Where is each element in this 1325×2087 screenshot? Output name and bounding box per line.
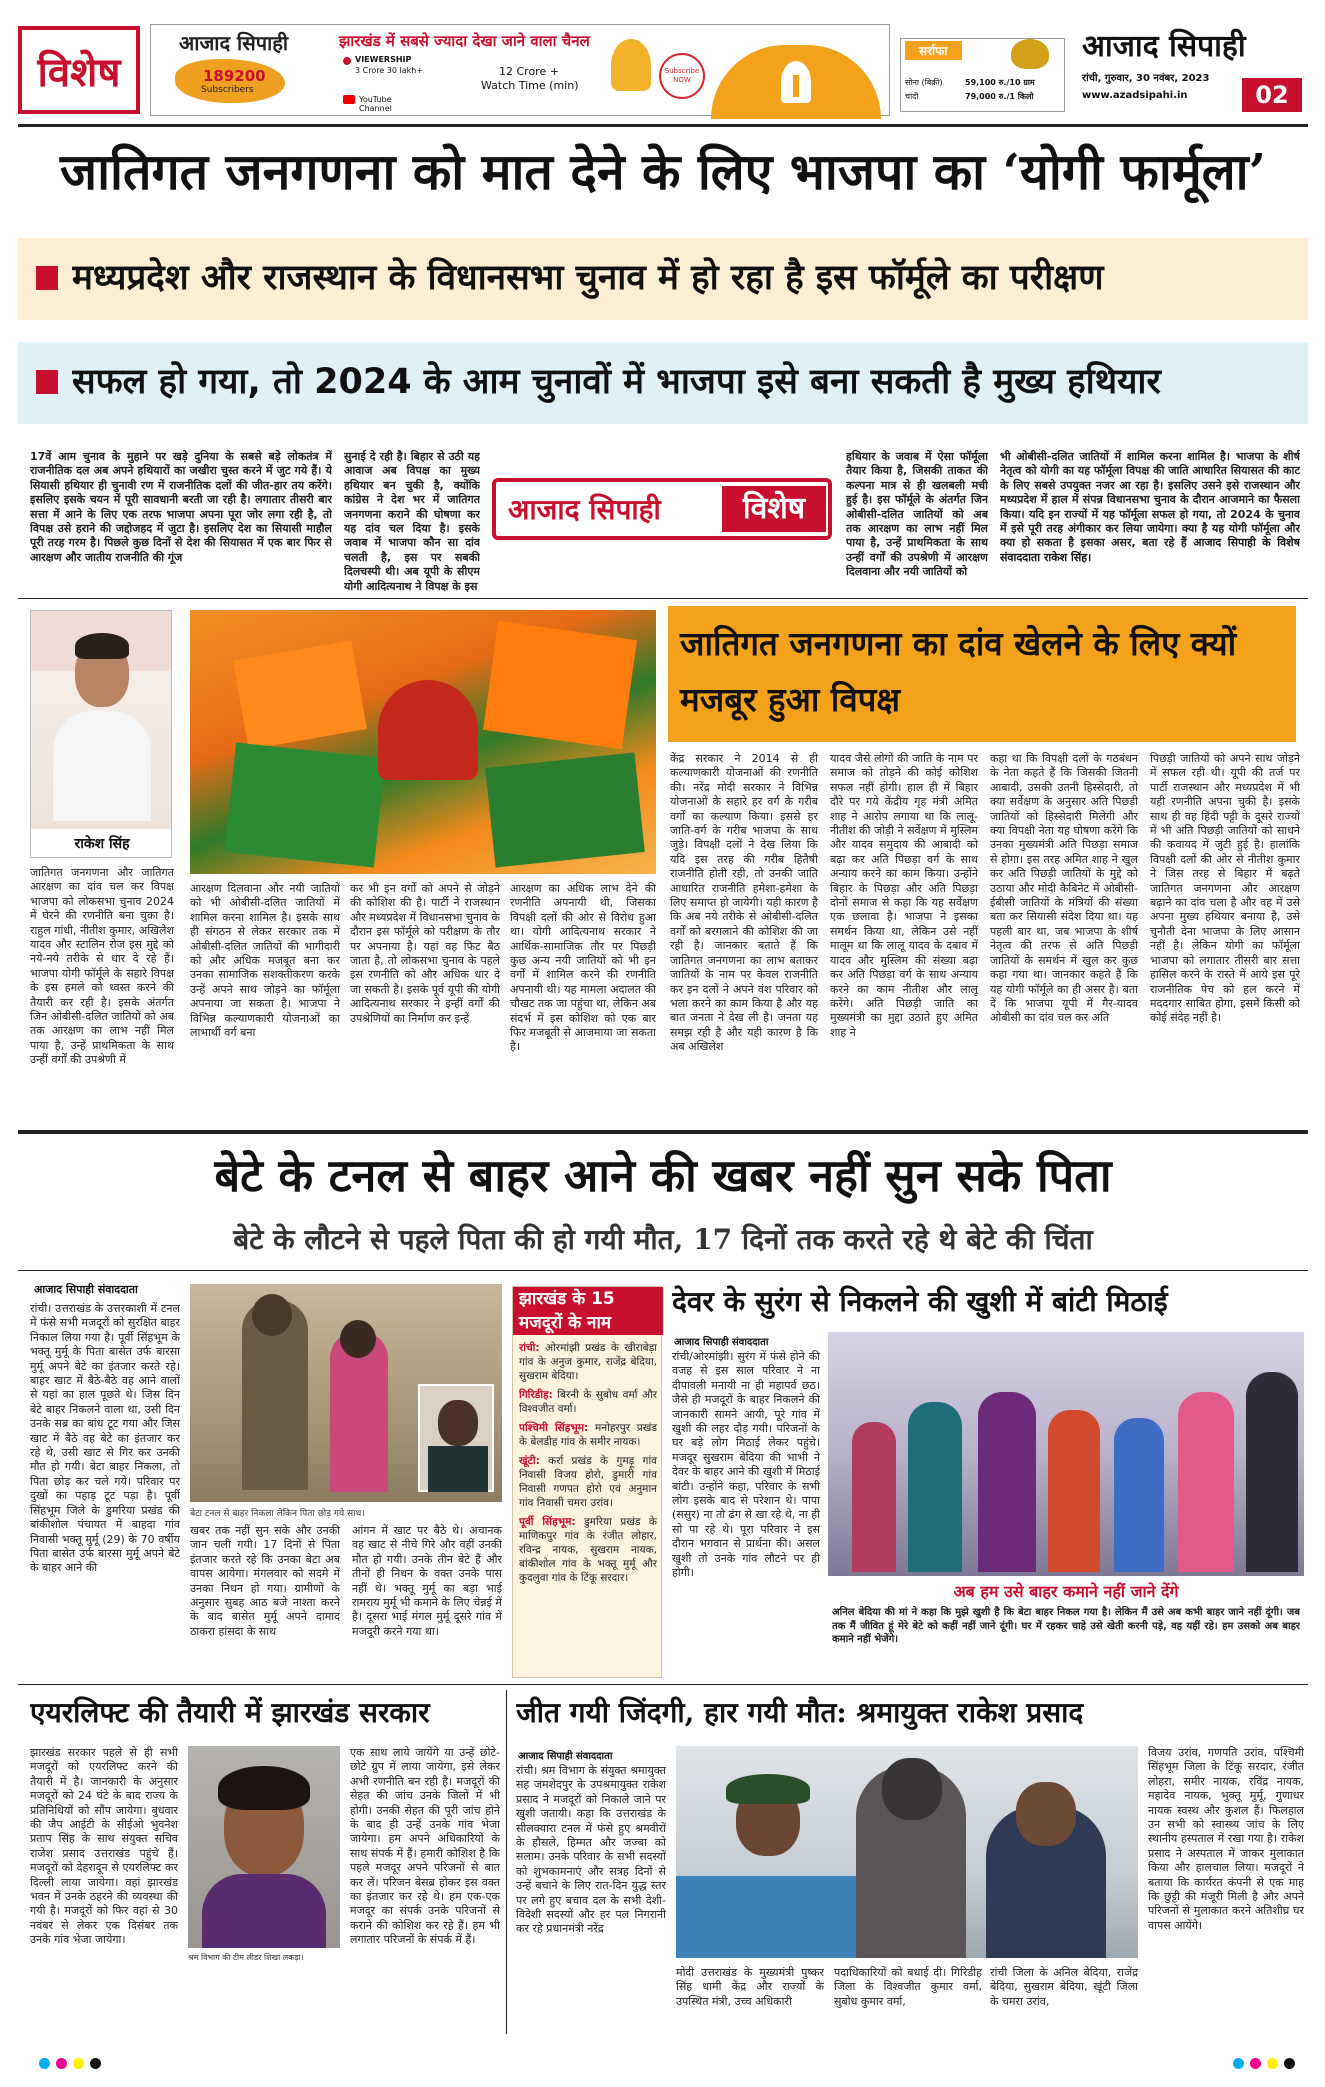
tunnel-byline: आजाद सिपाही संवाददाता [34, 1283, 138, 1296]
diwali-byline: आजाद सिपाही संवाददाता [674, 1337, 769, 1348]
channel-tagline: झारखंड में सबसे ज्यादा देखा जाने वाला चैनल [339, 32, 590, 50]
silver-price: 79,000 रु./1 किलो [965, 92, 1034, 101]
worker-names: डुमरिया प्रखंड के माणिकपुर गांव के रंजीत लोहार, रविन्द्र नायक, सुखराम नायक, बांकीशोल गांव के भक्तू मुर्मू और कुदलुवा गांव के टिंकू सरदार। [519, 1516, 657, 1584]
vishesh-text: विशेष [37, 48, 121, 96]
worker-names: मनोहरपुर प्रखंड के बेलडीह गांव के समीर नायक। [519, 1422, 657, 1448]
sub-col-4: पिछड़ी जातियों को अपने साथ जोड़ने में सफल रही थी। यूपी की तर्ज पर पार्टी राजस्थान और मध्यप्रदेश में भी यही रणनीति अपना चुकी है। इसके साथ ही वह हिंदी पट्टी के दूसरे राज्यों में भी अति पिछड़ी जातियों को साधने की कवायद में जुटी हुई है। हालांकि विपक्षी दलों की ओर से नीतीश कुमार ने जिस तरह से बिहार में बढ़ते जातिगत जनगणना और आरक्षण बढ़ाने का दांव चला है और वह में उसे अपना मुख्य हथियार बनाया है, उसे चुनौती देना भाजपा के लिए आसान नहीं है। लेकिन योगी का फॉर्मूला भाजपा को लगातार तीसरी बार सत्ता हासिल करने के रास्ते में आये इस पूरे राजनीतिक पेच को हल करने में मददगार साबित होगा, इसमें किसी को कोई संदेह नहीं है। [1150, 752, 1300, 1025]
worker-district-label: पूर्वी सिंहभूम: [519, 1516, 576, 1528]
worker-names: कर्रा प्रखंड के गुमड़ू गांव निवासी विजय होरो, डुमारी गांव निवासी गणपत होरो एवं अनुमान गांव निवासी चमरा उरांव। [519, 1455, 657, 1509]
worker-list-item [519, 1341, 657, 1383]
badge-name: आजाद सिपाही [508, 493, 661, 526]
worker-district-label: खूंटी: [519, 1455, 540, 1467]
section-rule [18, 1130, 1308, 1134]
lead-intro-col-1: 17वें आम चुनाव के मुहाने पर खड़े दुनिया के सबसे बड़े लोकतंत्र में राजनीतिक दल अब अपने हथियारों का जखीरा चुस्त करने में जुट गये हैं। ये सियासी हथियार ही चुनावी रण में राजनीतिक दलों की जीत-हार तय करेंगे। इसलिए इसके चयन में पूरी सावधानी बरती जा रही है। लगातार तीसरी बार सत्ता में आने के लिए एक तरफ भाजपा अपना पूरा जोर लगा रही है, तो विपक्ष उसे हराने की जद्दोजहद में जुटा है। इसलिए देश का सियासी माहौल पूरी तरह गरम है। पिछले कुछ दिनों से देश की सियासत में एक बार फिर से आरक्षण और जातीय राजनीति की गूंज [30, 450, 332, 564]
eye-icon [343, 57, 351, 65]
subscribe-badge[interactable] [659, 53, 705, 99]
masthead-rule [18, 124, 1308, 127]
airlift-col-1: झारखंड सरकार पहले से ही सभी मजदूरों को एयरलिफ्ट करने की तैयारी में है। जानकारी के अनुसार मजदूरों को 24 घंटे के बाद राज्य के प्रतिनिधियों को सौंप जायेगा। बुधवार की जैप आईटी के सीईओ भुवनेश प्रताप सिंह के साथ संयुक्त सचिव राजेश प्रसाद उत्तराखंड पहुंचे हैं। मजदूरों को देहरादून से एयरलिफ्ट कर दिल्ली लाया जायेगा। वहां झारखंड भवन में उनके ठहरने की व्यवस्था की गयी है। मजदूरों को फिर वहां से 30 नवंबर से लेकर एक दिसंबर तक उनके गांव भेजा जायेगा। [30, 1746, 178, 1947]
lotus-symbol-icon [378, 680, 478, 780]
subscriber-label: Subscribers [201, 85, 254, 95]
section-rule [18, 1684, 1308, 1685]
gold-price: 59,100 रु./10 ग्राम [965, 78, 1035, 87]
subscribe-label: Subscribe NOW [664, 67, 700, 84]
family-celebration-photo [828, 1332, 1304, 1576]
labour-byline: आजाद सिपाही संवाददाता [518, 1751, 613, 1762]
badge-vishesh: विशेष [722, 486, 826, 532]
section-rule [18, 1270, 1308, 1271]
sub-col-2: यादव जैसे लोगों की जाति के नाम पर समाज को तोड़ने की कोई कोशिश सफल नहीं होगी। हाल ही में बिहार दौरे पर गये केंद्रीय गृह मंत्री अमित शाह ने आरोप लगाया था कि लालू-नीतीश की जोड़ी ने सर्वेक्षण में मुस्लिम और यादव समुदाय की आबादी को बढ़ा कर अति पिछड़ा वर्ग के साथ अन्याय करने का काम किया। उन्होंने बिहार के पिछड़ा और अति पिछड़ा दोनों समाज से कहा कि यह सर्वेक्षण एक छलावा है। भाजपा ने इसका समर्थन किया था, लेकिन उसे नहीं मालूम था कि लालू यादव के दबाव में यादव और मुस्लिम की संख्या बढ़ा कर अति पिछड़ा वर्ग के साथ अन्याय करने का काम नीतीश और लालू करेंगे। अति पिछड़ी जाति का मुख्यमंत्री का मुद्दा उठाते हुए अमित शाह ने [830, 752, 978, 1039]
labour-col-1: रांची। श्रम विभाग के संयुक्त श्रमायुक्त सह जमशेदपुर के उपश्रमायुक्त राकेश प्रसाद ने मजदूरों को निकाले जाने पर खुशी जतायी। कहा कि उत्तराखंड के सीलक्यारा टनल में फंसे हुए श्रमवीरों के हौसले, हिम्मत और जज्बा को सलाम। उनके परिवार के सभी सदस्यों को शुभकामनाएं और सत्रह दिनों से उन्हें बचाने के लिए रात-दिन युद्ध स्तर पर लगे हुए बचाव दल के सभी देशी-विदेशी सदस्यों और हर पल निगरानी कर रहे प्रधानमंत्री नरेंद्र [516, 1764, 666, 1936]
workers-list [519, 1341, 657, 1673]
labour-col-3: रांची जिला के अनिल बेदिया, राजेंद्र बेदिया, सुखराम बेदिया, खूंटी जिला के चमरा उरांव, [990, 1966, 1138, 2008]
tunnel-subheadline: बेटे के लौटने से पहले पिता की हो गयी मौत, 17 दिनों तक करते रहे थे बेटे की चिंता [233, 1223, 1093, 1256]
bjp-flag [225, 742, 386, 867]
sub-headline-box [668, 606, 1296, 742]
diwali-headline: देवर के सुरंग से निकलने की खुशी में बांटी मिठाई [672, 1285, 1168, 1318]
sarafa-box [900, 38, 1065, 112]
tunnel-headline: बेटे के टनल से बाहर आने की खबर नहीं सुन सके पिता [214, 1149, 1112, 1202]
page-number: 02 [1242, 78, 1302, 112]
worker-list-item [519, 1388, 657, 1416]
labour-headline: जीत गयी जिंदगी, हार गयी मौत: श्रमायुक्त राकेश प्रसाद [516, 1696, 1084, 1729]
workers-box-title: झारखंड के 15 मजदूरों के नाम [513, 1287, 663, 1335]
dateline: रांची, गुरुवार, 30 नवंबर, 2023 [1082, 73, 1210, 84]
color-registration-marks [1230, 2054, 1298, 2073]
worker-list-item [519, 1454, 657, 1510]
youtube-label: YouTube Channel [359, 95, 392, 113]
airlift-headline: एयरलिफ्ट की तैयारी में झारखंड सरकार [30, 1696, 430, 1729]
strap-banner-2 [18, 342, 1308, 424]
watch-time-value: 12 Crore + [499, 65, 559, 78]
sub-headline: जातिगत जनगणना का दांव खेलने के लिए क्यों मजबूर हुआ विपक्ष [680, 624, 1237, 719]
strap-banner-1 [18, 238, 1308, 320]
airlift-col-2: एक साथ लाये जायेंगे या उन्हें छोटे-छोटे ग्रुप में लाया जायेगा, इसे लेकर अभी रणनीति बन रही है। मजदूरों की सेहत की जांच उनके जिलों में भी होगी। उनकी सेहत की पूरी जांच होने के बाद ही उन्हें उनके गांव भेजा जायेगा। हम अपने अधिकारियों के साथ संपर्क में हैं। हमारी कोशिश है कि पहले मजदूर अपने परिजनों से बात कर लें। परिजन बेसब्र होकर इस वक्त का इंतजार कर रहे थे। हम एक-एक मजदूर का संपर्क उनके परिजनों से कराने की कोशिश कर रहे हैं। हम भी लगातार परिजनों के संपर्क में हैं। [350, 1746, 500, 1947]
worker-district-label: रांची: [519, 1342, 540, 1354]
sub-col-1: केंद्र सरकार ने 2014 से ही कल्याणकारी योजनाओं की रणनीति की। नरेंद्र मोदी सरकार ने विभिन्न योजनाओं के सहारे हर वर्ग के गरीब वर्गों का कल्याण किया। इससे हर जाति-वर्ग के गरीब भाजपा के साथ जुड़े। विपक्षी दलों ने देख लिया कि यदि इस तरह की गरीब हितैषी राजनीति होती रही, तो उनकी जाति आधारित राजनीति हमेशा-हमेशा के लिए समाप्त हो जायेगी। यही कारण है कि अब नये तरीके से ओबीसी-दलित वर्गों को बरगलाने की कोशिश की जा रही है। जानकार बताते हैं कि जातिगत जनगणना का लाभ बताकर जातियों के नाम पर केवल राजनीति कर इन दलों ने अपने वंश परिवार को भला करने का काम किया है और यह बात जनता ने देख ली है। जनता यह समझ रही है और यही कारण है कि अब अखिलेश [670, 752, 818, 1054]
lead-intro-col-2: सुनाई दे रही है। बिहार से उठी यह आवाज अब विपक्ष का मुख्य हथियार बन चुकी है, क्योंकि कांग्रेस ने देश भर में जातिगत जनगणना कराने की घोषणा कर यह दांव चल दिया है। इसके जवाब में भाजपा कौन सा दांव चलती है, इस पर सबकी दिलचस्पी थी। अब यूपी के सीएम योगी आदित्यनाथ ने विपक्ष के इस [344, 450, 480, 592]
watch-time-label: Watch Time (min) [481, 79, 579, 92]
labour-caption-col: मोदी उत्तराखंड के मुख्यमंत्री पुष्कर सिंह धामी केंद्र और राज्यों के उपस्थित मंत्री, उच्च अधिकारी [676, 1966, 824, 2008]
award-badge-icon [611, 39, 651, 91]
labour-col-4: विजय उरांव, गणपति उरांव, पश्चिमी सिंहभूम जिला के टिंकू सरदार, रंजीत लोहरा, समीर नायक, रविंद्र नायक, महादेव नायक, भुक्तू मुर्मू, गुणाधर नायक स्वस्थ और कुशल हैं। फिलहाल उन सभी को स्वास्थ्य जांच के लिए स्थानीय हस्पताल में रखा गया है। राकेश प्रसाद ने अस्पताल में जाकर मुलाकात किया और हालचाल लिया। मजदूरों ने बताया कि कार्यरत कंपनी से एक माह कि छुट्टी की मंजूरी मिली है और अपने परिजनों से मुलाकात करने अतिशीघ्र घर वापस आयेंगे। [1148, 1746, 1304, 1932]
pen-nib-icon [711, 45, 881, 119]
lead-byline: आजाद सिपाही के विशेष संवाददाता राकेश सिंह। [1000, 536, 1300, 564]
gold-bag-icon [1011, 39, 1049, 69]
strap-2: सफल हो गया, तो 2024 के आम चुनावों में भाजपा इसे बना सकती है मुख्य हथियार [72, 362, 1161, 402]
vishesh-logo [18, 26, 140, 114]
shikha-lakra-photo [188, 1746, 340, 1948]
tunnel-col-2: खबर तक नहीं सुन सके और उनकी जान चली गयी। 17 दिनों से पिता इंतजार करते रहे कि उनका बेटा अब वापस आयेगा। मंगलवार को सदमे में उनका निधन हो गया। ग्रामीणों के अनुसार सुबह आठ बजे नाश्ता करने के बाद बासेत मुर्मू अपने दामाद ठाकरा हांसदा के साथ [190, 1524, 340, 1638]
labour-col-2: पदाधिकारियों को बधाई दी। गिरिडीह जिला के विश्वजीत कुमार वर्मा, सुबोध कुमार वर्मा, [834, 1966, 982, 2008]
sarafa-silver-label: चांदी [905, 92, 919, 101]
viewership-label: VIEWERSHIP [355, 55, 412, 64]
section-rule [18, 598, 1308, 599]
lead-intro-col-3: हथियार के जवाब में ऐसा फॉर्मूला तैयार किया है, जिसकी ताकत की कल्पना मात्र से ही खलबली मची हुई है। इस फॉर्मूले के अंतर्गत जिन ओबीसी-दलित जातियों को अब तक आरक्षण का लाभ नहीं मिल पाया है, उन्हें प्राथमिकता के साथ उन्हीं वर्गों की उपश्रेणी में आरक्षण दिलवाना और नयी जातियों को [846, 450, 988, 579]
quote-box [828, 1580, 1304, 1678]
worker-names: ओरमांझी प्रखंड के खीराबेड़ा गांव के अनुज कुमार, राजेंद्र बेदिया, सुखराम बेदिया। [519, 1342, 657, 1382]
youtube-icon [343, 95, 355, 104]
sub-col-3: कहा था कि विपक्षी दलों के गठबंधन के नेता कहते हैं कि जिसकी जितनी आबादी, उसकी उतनी हिस्सेदारी, तो क्या सर्वेक्षण के अनुसार अति पिछड़ी जातियों को हिस्सेदारी मिलेगी और क्या विपक्षी नेता यह घोषणा करेंगे कि उनका मुख्यमंत्री अति पिछड़ा समाज से होगा। इस तरह अमित शाह ने खुल कर अति पिछड़ी जातियों के मुद्दे को उठाया और मोदी कैबिनेट में ओबीसी-ईबीसी जातियों के मंत्रियों की संख्या बता कर सियासी संदेश दिया था। यह पहली बार था, जब भाजपा के शीर्ष नेतृत्व की तरफ से अति पिछड़ी जातियों के समर्थन में खुल कर कुछ कहा गया था। जानकार कहते हैं कि यह योगी फॉर्मूले का ही असर है। बता दें कि भाजपा यूपी में गैर-यादव ओबीसी का दांव चल कर अति [990, 752, 1138, 1025]
lead-intro-col-4 [1000, 450, 1300, 592]
worker-names: बिरनी के सुबोध वर्मा और विश्वजीत वर्मा। [519, 1389, 657, 1415]
tunnel-col-3: आंगन में खाट पर बैठे थे। अचानक वह खाट से नीचे गिरे और वहीं उनकी मौत हो गयी। उनके तीन बेटे हैं और तीनों ही निधन के वक्त उनके पास नहीं थे। भक्तू मुर्मू का बड़ा भाई रामराय मुर्मू भी कमाने के लिए चेन्नई में है। दूसरा भाई मंगल मुर्मू दूसरे गांव में मजदूरी करने गया था। [352, 1524, 502, 1638]
color-registration-marks [36, 2054, 104, 2073]
channel-name: आजाद सिपाही [179, 31, 289, 55]
sarafa-gold-label: सोना (बिक्री) [905, 78, 943, 87]
channel-ad [150, 24, 890, 116]
hospital-photo [676, 1746, 1138, 1958]
bjp-rally-photo [190, 610, 656, 874]
shikha-photo-caption: श्रम विभाग की टीम लीडर शिखा लकड़ा। [188, 1953, 304, 1962]
son-inset-photo [418, 1384, 494, 1492]
tunnel-col-1: रांची। उत्तराखंड के उत्तरकाशी में टनल में फंसे सभी मजदूरों को सुरक्षित बाहर निकाल लिया गया है। पूर्वी सिंहभूम के भक्तू मुर्मू के पिता बासेत उर्फ बारसा मुर्मू अपने बेटे का इंतजार करते रहे। बाहर खाट में बैठे-बैठे वह आने वालों से यहां का हाल पूछते थे। जिस दिन बेटे बाहर निकलने वाला था, उसी दिन उनके सब्र का बांध टूट गया और जिस खाट में बैठे वह बेटे का इंतजार कर रहे थे, उसी खाट से गिर कर उनकी मौत हो गयी। बेटा बाहर निकला, तो पिता छोड़ कर चले गये। परिवार पर दुखों का पहाड़ टूट पड़ा है। पूर्वी सिंहभूम जिले के डुमरिया प्रखंड की बांकीशोल पंचायत में बाहदा गांव निवासी भक्तू मुर्मू (29) के 70 वर्षीय पिता बासेत उर्फ बारसा मुर्मू अपने बेटे के बाहर आने की [30, 1302, 180, 1575]
bjp-flag [233, 640, 367, 749]
bullet-square [36, 370, 58, 394]
viewership-value: 3 Crore 30 lakh+ [355, 66, 424, 75]
body-col-d: आरक्षण का अधिक लाभ देने की रणनीति अपनायी थी, जिसका विपक्षी दलों की ओर से विरोध हुआ था। योगी आदित्यनाथ सरकार ने आर्थिक-सामाजिक तौर पर पिछड़ी कुछ अन्य नयी जातियों को भी इन वर्गों में शामिल करने की रणनीति अपनायी थी। यह मामला अदालत की चौखट तक जा पहुंचा था, लेकिन अब संदर्भ में इस कोशिश को एक बार फिर मजबूती से आजमाया जा सकता है। [510, 882, 656, 1054]
quote-headline: अब हम उसे बाहर कमाने नहीं जाने देंगे [953, 1582, 1179, 1601]
paper-name: आजाद सिपाही [1082, 29, 1246, 64]
bjp-flag [485, 752, 645, 867]
father-photo [190, 1284, 502, 1502]
father-photo-caption: बेटा टनल से बाहर निकला लेकिन पिता छोड़ गये साथ। [190, 1509, 365, 1519]
sarafa-title: सर्राफा [905, 41, 962, 60]
bullet-square [36, 266, 58, 290]
worker-district-label: पश्चिमी सिंहभूम: [519, 1422, 589, 1434]
worker-district-label: गिरिडीह: [519, 1389, 553, 1401]
bjp-flag [483, 621, 637, 749]
lead-headline: जातिगत जनगणना को मात देने के लिए भाजपा का ‘योगी फार्मूला’ [60, 142, 1266, 201]
subscriber-count: 189200 [203, 67, 266, 85]
masthead [18, 20, 1308, 120]
lead-badge [492, 478, 832, 540]
author-photo [30, 610, 172, 858]
body-col-a: जातिगत जनगणना और जातिगत आरक्षण का दांव चल कर विपक्ष भाजपा को लोकसभा चुनाव 2024 में घेरने की रणनीति बना चुका है। राहुल गांधी, नीतीश कुमार, अखिलेश यादव और स्टालिन रोज इस मुद्दे को नये-नये तरीके से धार दे रहे हैं। भाजपा योगी फॉर्मूले के सहारे विपक्ष के इस हमले को ध्वस्त करने की तैयारी कर रही है। इसके अंतर्गत जिन ओबीसी-दलित जातियों को अब तक आरक्षण का लाभ नहीं मिल पाया है, उन्हें प्राथमिकता के साथ उन्हीं वर्गों की उपश्रेणी में [30, 866, 174, 1067]
diwali-text: रांची/ओरमांझी। सुरंग में फंसे होने की वजह से इस साल परिवार ने ना दीपावली मनायी ना ही महापर्व छठ। जैसे ही मजदूरों के बाहर निकलने की जानकारी सामने आयी, पूरे गांव में खुशी की लहर दौड़ गयी। परिजनों के घर बड़े लोग मिठाई लेकर पहुंचे। मजदूर सुखराम बेदिया की भाभी ने देवर के बाहर आने की खुशी में मिठाई बांटी। उन्होंने कहा, परिवार के सभी लोग इसके बाद से परेशान थे। पापा (ससुर) ना तो ढंग से खा रहे थे, ना ही सो पा रहे थे। पूरा परिवार ने इस दौरान भगवान से प्रार्थना की। असल खुशी तो उनके गांव लौटने पर ही होगी। [672, 1350, 820, 1580]
strap-1: मध्यप्रदेश और राजस्थान के विधानसभा चुनाव में हो रहा है इस फॉर्मूले का परीक्षण [72, 258, 1104, 298]
body-col-b: आरक्षण दिलवाना और नयी जातियों को भी ओबीसी-दलित जातियों में शामिल करना शामिल है। इसके साथ ही संगठन से लेकर सरकार तक में ओबीसी-दलित जातियों की भागीदारी को और अधिक मजबूत बना कर उनका सामाजिक सशक्तीकरण करके उन्हें अपने साथ जोड़ने का फॉर्मूला अपनाया जा सकता है। भाजपा ने विभिन्न कल्याणकारी योजनाओं का लाभार्थी वर्ग बना [190, 882, 340, 1040]
quote-text: अनिल बेदिया की मां ने कहा कि मुझे खुशी है कि बेटा बाहर निकल गया है। लेकिन मैं उसे अब कभी बाहर जाने नहीं दूंगी। जब तक मैं जीवित हूं मेरे बेटे को कहीं नहीं जाने दूंगी। घर में रहकर चाहे उसे खेती करनी पड़े, वह यहीं रहे। हम उसको अब बाहर कमाने नहीं भेजेंगे। [832, 1607, 1300, 1646]
website: www.azadsipahi.in [1082, 90, 1188, 101]
worker-list-item [519, 1421, 657, 1449]
column-rule [506, 1690, 507, 2034]
author-name: राकेश सिंह [31, 829, 172, 858]
lead-intro-col-4-text: भी ओबीसी-दलित जातियों में शामिल करना शामिल है। भाजपा के शीर्ष नेतृत्व को योगी का यह फॉर्मूला विपक्ष की जाति आधारित सियासत की काट के लिए सबसे उपयुक्त नजर आ रहा है। इसलिए उसने इसे राजस्थान और मध्यप्रदेश में हाल में संपन्न विधानसभा चुनाव के दौरान आजमाने का फैसला किया। यदि इन राज्यों में यह फॉर्मूला सफल हो गया, तो 2024 के चुनाव में इसे पूरी तरह अंगीकार कर लिया जायेगा। क्या है यह योगी फॉर्मूला और क्या हो सकता है इसका असर, बता रहे हैं [1000, 450, 1300, 550]
body-col-c: कर भी इन वर्गों को अपने से जोड़ने की कोशिश की है। पार्टी ने राजस्थान और मध्यप्रदेश में विधानसभा चुनाव के दौरान इस फॉर्मूले को परीक्षण के तौर पर अपनाया है। यहां वह फिट बैठ जाता है, तो लोकसभा चुनाव के पहले इस रणनीति को और अधिक धार दे जा सकती है। इसके पूर्व यूपी की योगी आदित्यनाथ सरकार ने इन्हीं वर्गों की उपश्रेणियों का निर्माण कर इन्हें [350, 882, 500, 1025]
workers-list-box [512, 1286, 662, 1678]
worker-list-item [519, 1515, 657, 1585]
